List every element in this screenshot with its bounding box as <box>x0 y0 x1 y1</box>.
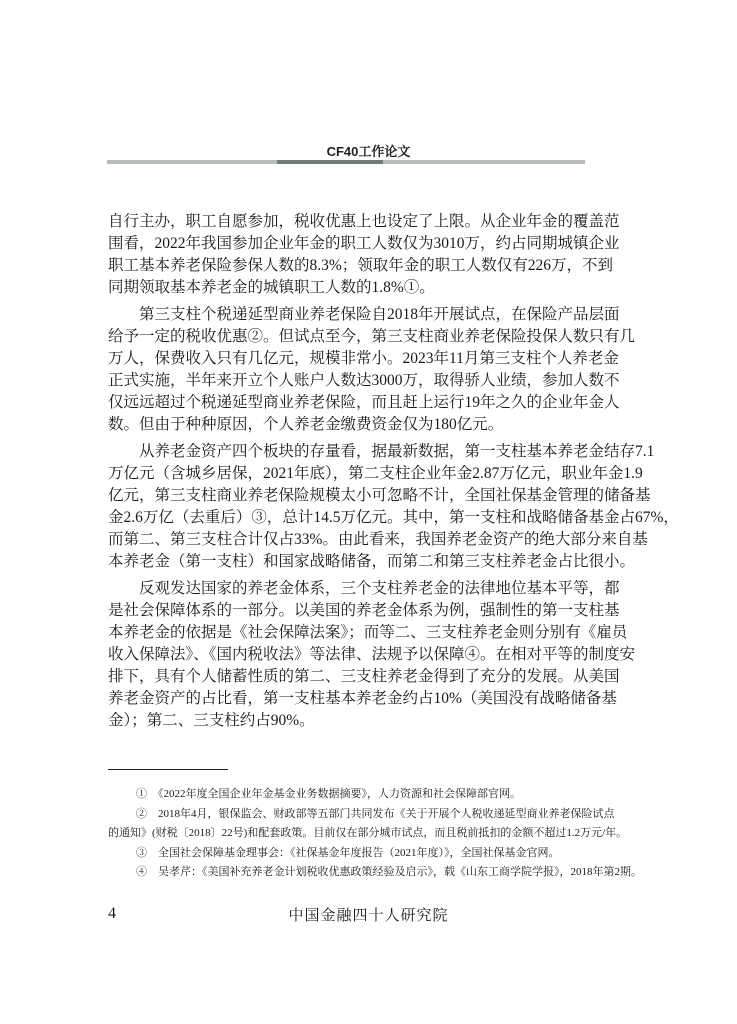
body-text <box>108 211 679 737</box>
footnote: ③ 全国社会保障基金理事会：《社保基金年度报告（2021年度）》，全国社保基金官网。 <box>136 846 560 859</box>
text-line: 仅远远超过个税递延型商业养老保险，而且赶上运行19年之久的企业年金人 <box>108 394 620 411</box>
text-line: 是社会保障体系的一部分。以美国的养老金体系为例，强制性的第一支柱基 <box>108 602 620 619</box>
paragraph <box>108 304 636 436</box>
text-line: 亿元，第三支柱商业养老保险规模太小可忽略不计，全国社保基金管理的储备基 <box>108 487 651 504</box>
paragraph <box>108 578 636 732</box>
paragraph <box>108 441 679 573</box>
running-header-title: CF40工作论文 <box>326 144 411 159</box>
text-line: 从养老金资产四个板块的存量看，据最新数据，第一支柱基本养老金结存7.1 <box>139 443 655 460</box>
footnote: ① 《2022年度全国企业年金基金业务数据摘要》，人力资源和社会保障部官网。 <box>136 788 521 800</box>
text-line: 围看，2022年我国参加企业年金的职工人数仅为3010万，约占同期城镇企业 <box>108 235 620 252</box>
header-rule <box>107 160 585 164</box>
footnote: 的通知》(财税〔2018〕22号)和配套政策。目前仅在部分城市试点，而且税前抵扣的金额不超过1.2万元/年。 <box>108 827 628 839</box>
text-line: 给予一定的税收优惠②。但试点至今，第三支柱商业养老保险投保人数只有几 <box>108 328 636 345</box>
text-line: 第三支柱个税递延型商业养老保险自2018年开展试点，在保险产品层面 <box>139 306 620 323</box>
text-line: 同期领取基本养老金的城镇职工人数的1.8%①。 <box>108 279 435 296</box>
footnotes <box>108 785 642 883</box>
text-line: 排下，具有个人储蓄性质的第二、三支柱养老金得到了充分的发展。从美国 <box>108 668 620 685</box>
text-line: 养老金资产的占比看，第一支柱基本养老金约占10%（美国没有战略储备基 <box>108 690 617 707</box>
footer-organization: 中国金融四十人研究院 <box>288 908 449 924</box>
paragraph <box>108 211 620 299</box>
text-line: 万人，保费收入只有几亿元，规模非常小。2023年11月第三支柱个人养老金 <box>108 350 619 367</box>
text-line: 本养老金（第一支柱）和国家战略储备，而第二和第三支柱养老金占比很小。 <box>108 553 636 570</box>
text-line: 反观发达国家的养老金体系，三个支柱养老金的法律地位基本平等，都 <box>139 580 620 597</box>
text-line: 正式实施，半年来开立个人账户人数达3000万，取得骄人业绩，参加人数不 <box>108 372 620 389</box>
text-line: 而第二、第三支柱合计仅占33%。由此看来，我国养老金资产的绝大部分来自基 <box>108 531 648 548</box>
text-line: 万亿元（含城乡居保，2021年底），第二支柱企业年金2.87万亿元，职业年金1.9 <box>108 465 643 482</box>
text-line: 金2.6万亿（去重后）③，总计14.5万亿元。其中，第一支柱和战略储备基金占67%， <box>108 509 679 526</box>
footnote: ④ 吴孝芹：《美国补充养老金计划税收优惠政策经验及启示》，载《山东工商学院学报》，2018年第2期。 <box>136 866 642 878</box>
text-line: 本养老金的依据是《社会保障法案》；而等二、三支柱养老金则分别有《雇员 <box>108 624 628 641</box>
text-line: 自行主办，职工自愿参加，税收优惠上也设定了上限。从企业年金的覆盖范 <box>108 213 620 230</box>
text-line: 职工基本养老保险参保人数的8.3%；领取年金的职工人数仅有226万，不到 <box>108 257 614 274</box>
header-rule-accent <box>277 160 383 164</box>
footnote-separator <box>108 769 228 770</box>
page-number: 4 <box>108 905 116 922</box>
text-line: 金）；第二、三支柱约占90%。 <box>108 712 315 729</box>
footnote: ② 2018年4月，银保监会、财政部等五部门共同发布《关于开展个人税收递延型商业养老保险试点 <box>136 807 615 820</box>
text-line: 数。但由于种种原因，个人养老金缴费资金仅为180亿元。 <box>108 416 504 433</box>
text-line: 收入保障法》、《国内税收法》等法律、法规予以保障④。在相对平等的制度安 <box>108 646 636 663</box>
